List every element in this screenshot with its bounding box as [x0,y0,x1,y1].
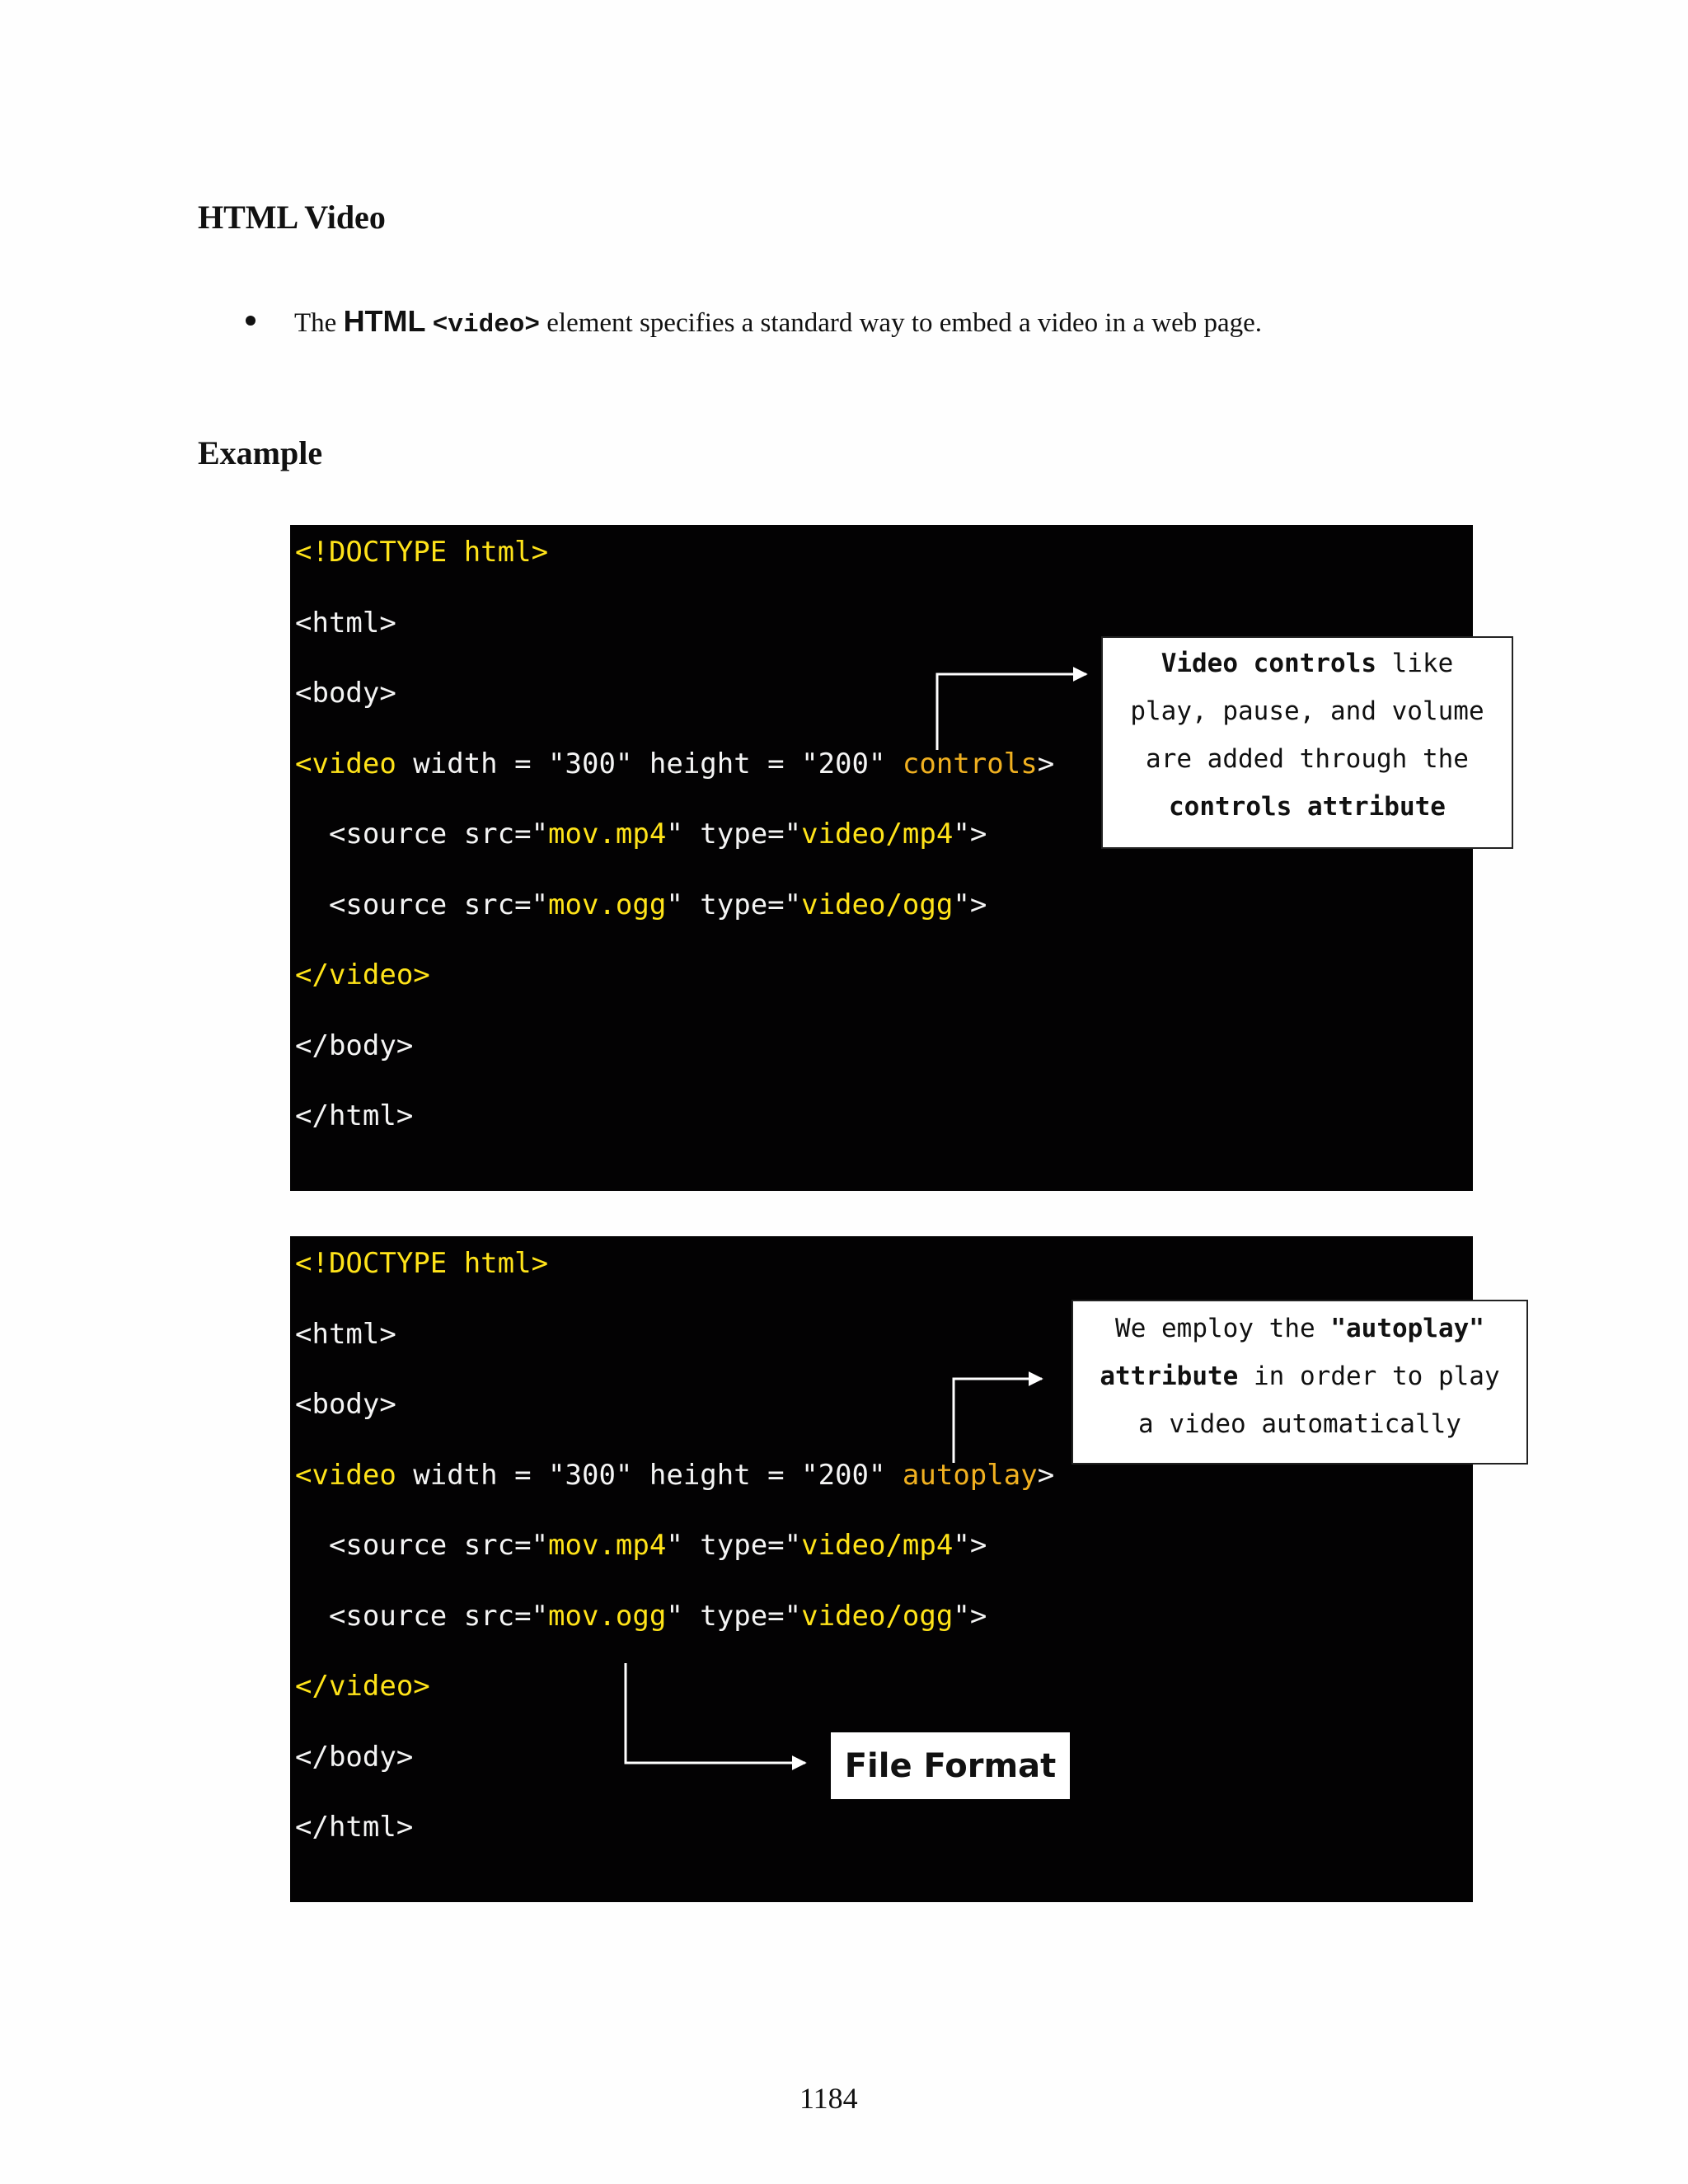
callout-text: like [1376,649,1454,678]
code-token: </body> [295,1740,414,1774]
code-token: <video [295,747,396,780]
intro-pre: The [294,308,344,338]
code-token: autoplay [902,1458,1038,1492]
code-token: mov.ogg [548,888,667,921]
code-token: <html> [295,606,396,640]
callout-text: We employ the [1115,1314,1331,1343]
code-token: video/mp4 [801,1529,954,1562]
code-token: " type=" [666,818,802,851]
code-token: mov.mp4 [548,1529,667,1562]
intro-video-tag: <video> [432,311,541,340]
code-token: </video> [295,958,430,991]
code-token: <video [295,1458,396,1492]
code-token: <source src=" [295,888,549,921]
callout-text: in order to play [1238,1361,1500,1391]
code-token: "> [953,818,987,851]
code-token: <body> [295,677,396,710]
code-token: "> [953,888,987,921]
intro-post: element specifies a standard way to embed a video in a web page. [540,308,1263,338]
example-heading: Example [198,434,323,471]
code-token: video/mp4 [801,818,954,851]
callout-text: a video automatically [1138,1409,1461,1439]
code-token: > [1037,1458,1055,1492]
code-token: <source src=" [295,1599,549,1633]
code-token: </html> [295,1811,414,1844]
file-format-label: File Format [831,1732,1070,1799]
code-token: " type=" [666,888,802,921]
code-token: "> [953,1529,987,1562]
code-token: <!DOCTYPE html> [295,536,549,569]
code-token: controls [902,747,1038,780]
callout-text: are added through the [1146,744,1469,774]
code-token: </video> [295,1670,430,1703]
page-number: 1184 [799,2082,858,2115]
arrow-file-format [626,1663,805,1763]
code-token: <source src=" [295,1529,549,1562]
code-token: mov.ogg [548,1599,667,1633]
arrow-autoplay [954,1379,1042,1463]
code-token: video/ogg [801,888,954,921]
code-token: > [1037,747,1055,780]
code-token: "> [953,1599,987,1633]
callout-text: controls attribute [1169,792,1446,822]
callout-text: "autoplay" [1330,1314,1484,1343]
code-token: <body> [295,1388,396,1421]
code-token: mov.mp4 [548,818,667,851]
code-token: video/ogg [801,1599,954,1633]
code-token: width = "300" height = "200" [396,1458,903,1492]
callout-text: play, pause, and volume [1130,696,1484,726]
callout-text: Video controls [1160,649,1376,678]
code-token: width = "300" height = "200" [396,747,903,780]
code-token: </html> [295,1099,414,1132]
intro-html-bold: HTML [343,304,426,338]
code-token: <source src=" [295,818,549,851]
code-token: <html> [295,1317,396,1351]
code-token: <!DOCTYPE html> [295,1247,549,1280]
code-token: " type=" [666,1599,802,1633]
code-token: </body> [295,1029,414,1062]
code-token: " type=" [666,1529,802,1562]
callout-text: attribute [1100,1361,1239,1391]
arrow-controls [937,674,1086,750]
page-title: HTML Video [198,199,386,236]
